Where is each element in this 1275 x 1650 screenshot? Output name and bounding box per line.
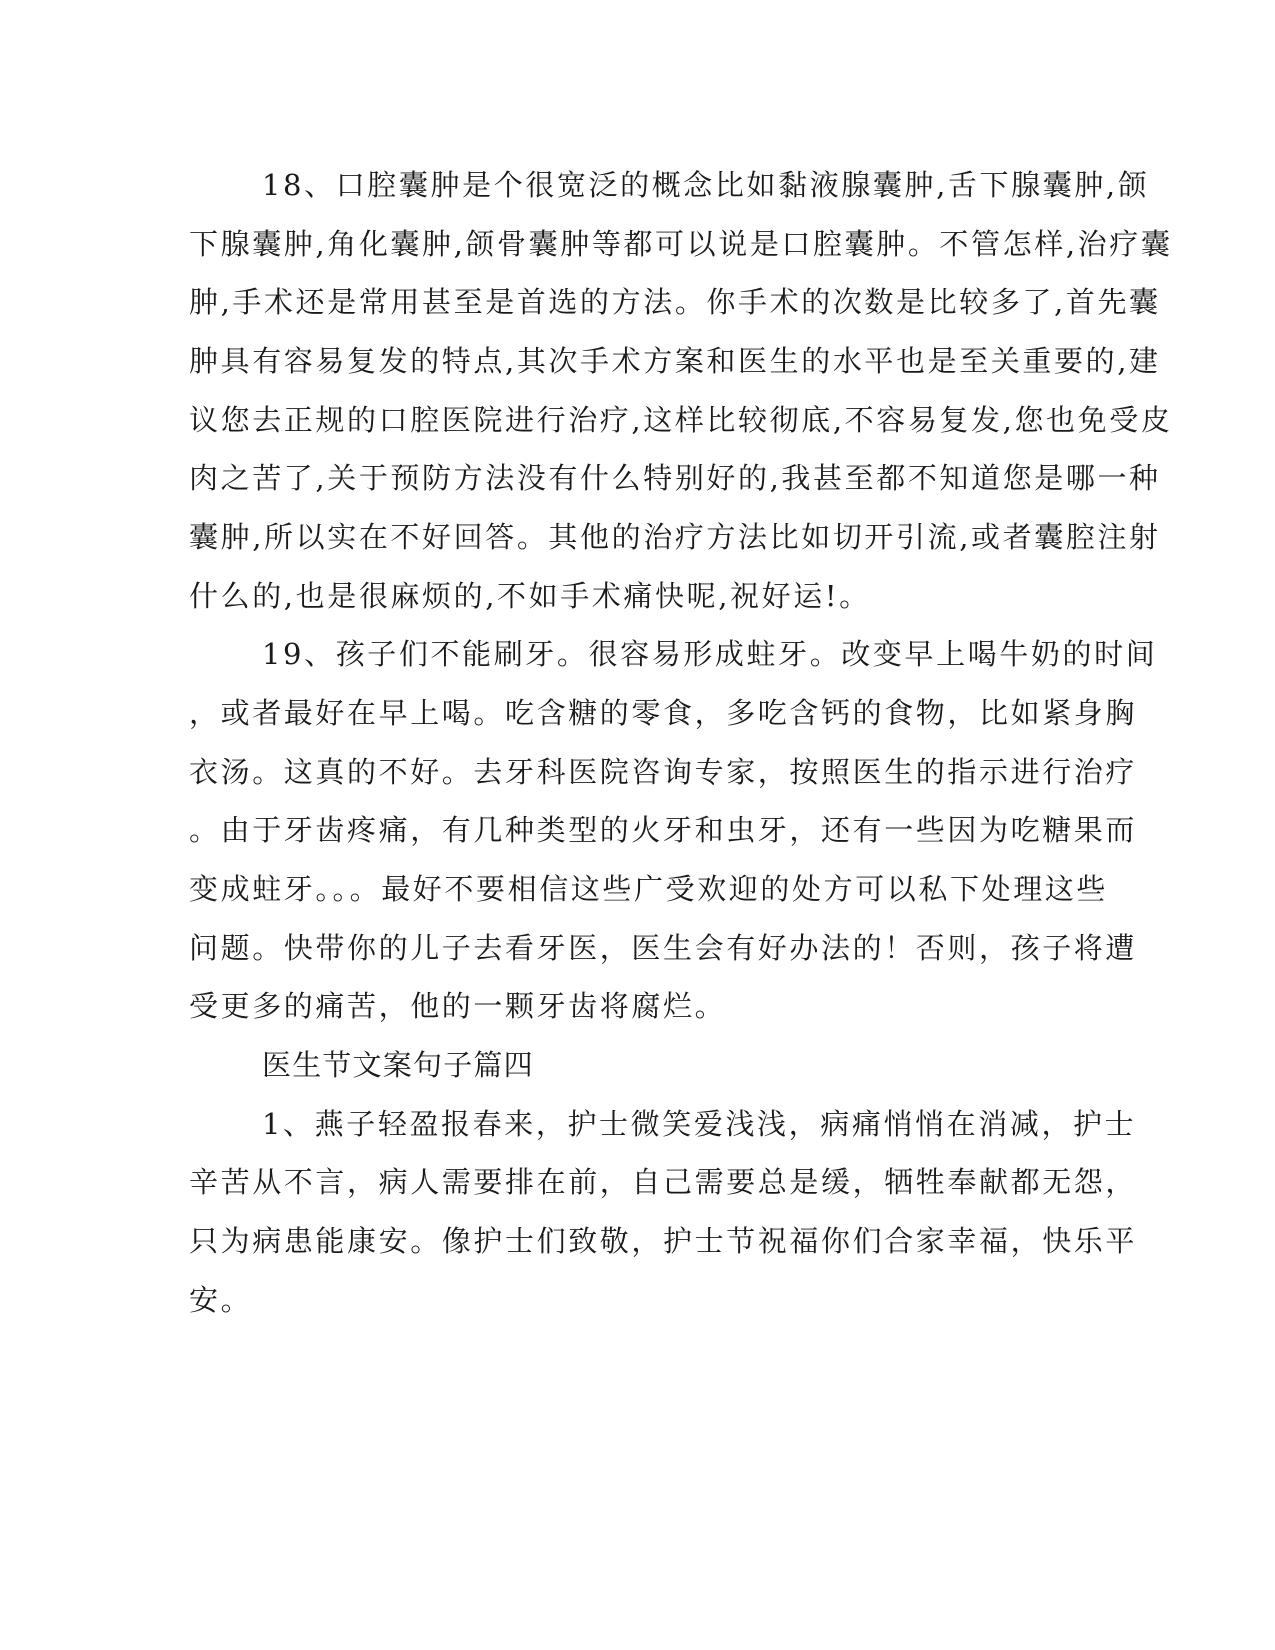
text-line: 下腺囊肿,角化囊肿,颌骨囊肿等都可以说是口腔囊肿。不管怎样,治疗囊 <box>189 227 1173 261</box>
text-line: 安。 <box>189 1283 253 1317</box>
text-line: 衣汤。这真的不好。去牙科医院咨询专家，按照医生的指示进行治疗 <box>189 755 1138 789</box>
text-line: 什么的,也是很麻烦的,不如手术痛快呢,祝好运!。 <box>189 579 871 613</box>
text-line: 辛苦从不言，病人需要排在前，自己需要总是缓，牺牲奉献都无怨， <box>189 1165 1138 1199</box>
text-line: 变成蛀牙。。。最好不要相信这些广受欢迎的处方可以私下处理这些 <box>189 872 1109 906</box>
text-line: 肿,手术还是常用甚至是首选的方法。你手术的次数是比较多了,首先囊 <box>189 285 1161 319</box>
text-line: 只为病患能康安。像护士们致敬，护士节祝福你们合家幸福，快乐平 <box>189 1224 1138 1258</box>
text-line: 肉之苦了,关于预防方法没有什么特别好的,我甚至都不知道您是哪一种 <box>189 461 1161 495</box>
text-line: 肿具有容易复发的特点,其次手术方案和医生的水平也是至关重要的,建 <box>189 344 1161 378</box>
text-line: 囊肿,所以实在不好回答。其他的治疗方法比如切开引流,或者囊腔注射 <box>189 520 1161 554</box>
text-line: 18、口腔囊肿是个很宽泛的概念比如黏液腺囊肿,舌下腺囊肿,颌 <box>262 168 1150 202</box>
text-line: 议您去正规的口腔医院进行治疗,这样比较彻底,不容易复发,您也免受皮 <box>189 403 1173 437</box>
text-line: 受更多的痛苦，他的一颗牙齿将腐烂。 <box>189 989 727 1023</box>
text-line: 。由于牙齿疼痛，有几种类型的火牙和虫牙，还有一些因为吃糖果而 <box>189 813 1138 847</box>
text-line: ，或者最好在早上喝。吃含糖的零食，多吃含钙的食物，比如紧身胸 <box>189 696 1138 730</box>
text-line: 19、孩子们不能刷牙。很容易形成蛀牙。改变早上喝牛奶的时间 <box>262 637 1158 671</box>
text-line: 1、燕子轻盈报春来，护士微笑爱浅浅，病痛悄悄在消减，护士 <box>262 1107 1137 1141</box>
text-line: 问题。快带你的儿子去看牙医，医生会有好办法的！否则，孩子将遭 <box>189 931 1138 965</box>
section-heading: 医生节文案句子篇四 <box>262 1048 534 1082</box>
